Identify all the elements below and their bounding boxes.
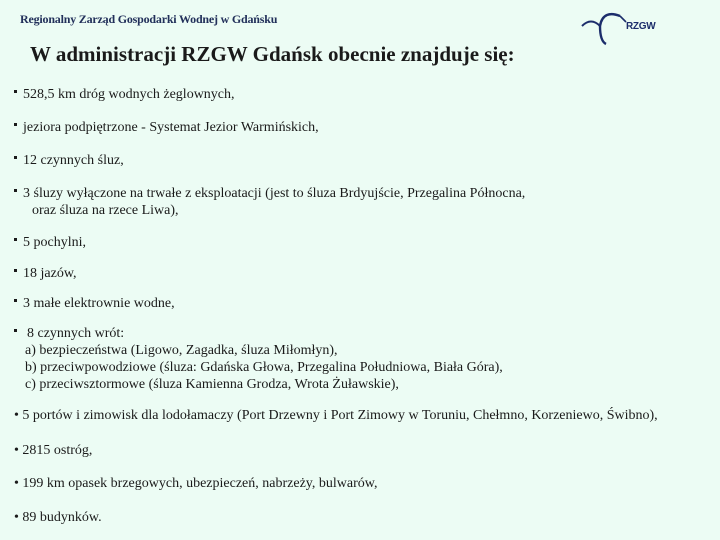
bullet-icon — [14, 329, 17, 332]
bullet-icon — [14, 123, 17, 126]
bullet-icon — [14, 90, 17, 93]
list-item: • 2815 ostróg, — [14, 443, 93, 458]
list-item: 3 małe elektrownie wodne, — [14, 295, 175, 312]
list-item: • 199 km opasek brzegowych, ubezpieczeń, nabrzeży, bulwarów, — [14, 476, 378, 491]
list-item: 5 pochylni, — [14, 234, 86, 251]
page-title: W administracji RZGW Gdańsk obecnie znajduje się: — [30, 42, 515, 66]
list-item: • 89 budynków. — [14, 510, 102, 525]
list-item: 528,5 km dróg wodnych żeglownych, — [14, 86, 235, 103]
bullet-icon: • — [14, 510, 19, 525]
bullet-icon — [14, 269, 17, 272]
bullet-icon — [14, 238, 17, 241]
list-item: 3 śluzy wyłączone na trwałe z eksploatacji (jest to śluza Brdyujście, Przegalina Północna, oraz śluza na rzece Liwa), — [14, 185, 525, 219]
bullet-icon: • — [14, 476, 19, 491]
list-item: 12 czynnych śluz, — [14, 152, 124, 169]
list-item: • 5 portów i zimowisk dla lodołamaczy (Port Drzewny i Port Zimowy w Toruniu, Chełmno, Korzeniewo, Świbno), — [14, 408, 658, 423]
bullet-icon: • — [14, 408, 19, 423]
list-item: 18 jazów, — [14, 265, 77, 282]
bullet-icon: • — [14, 443, 19, 458]
bullet-icon — [14, 156, 17, 159]
list-item: jeziora podpiętrzone - Systemat Jezior Warmińskich, — [14, 119, 319, 136]
list-item: 8 czynnych wrót: a) bezpieczeństwa (Ligowo, Zagadka, śluza Miłomłyn), b) przeciwpowodziowe (śluza: Gdańska Głowa, Przegalina Południowa, Biała Góra), c) przeciwsztormowe (śluza Kamienna Grodza, Wrota Żuławskie), — [14, 325, 503, 393]
bullet-icon — [14, 299, 17, 302]
logo-text: RZGW — [626, 21, 656, 32]
bullet-icon — [14, 189, 17, 192]
organization-name: Regionalny Zarząd Gospodarki Wodnej w Gdańsku — [20, 12, 278, 26]
